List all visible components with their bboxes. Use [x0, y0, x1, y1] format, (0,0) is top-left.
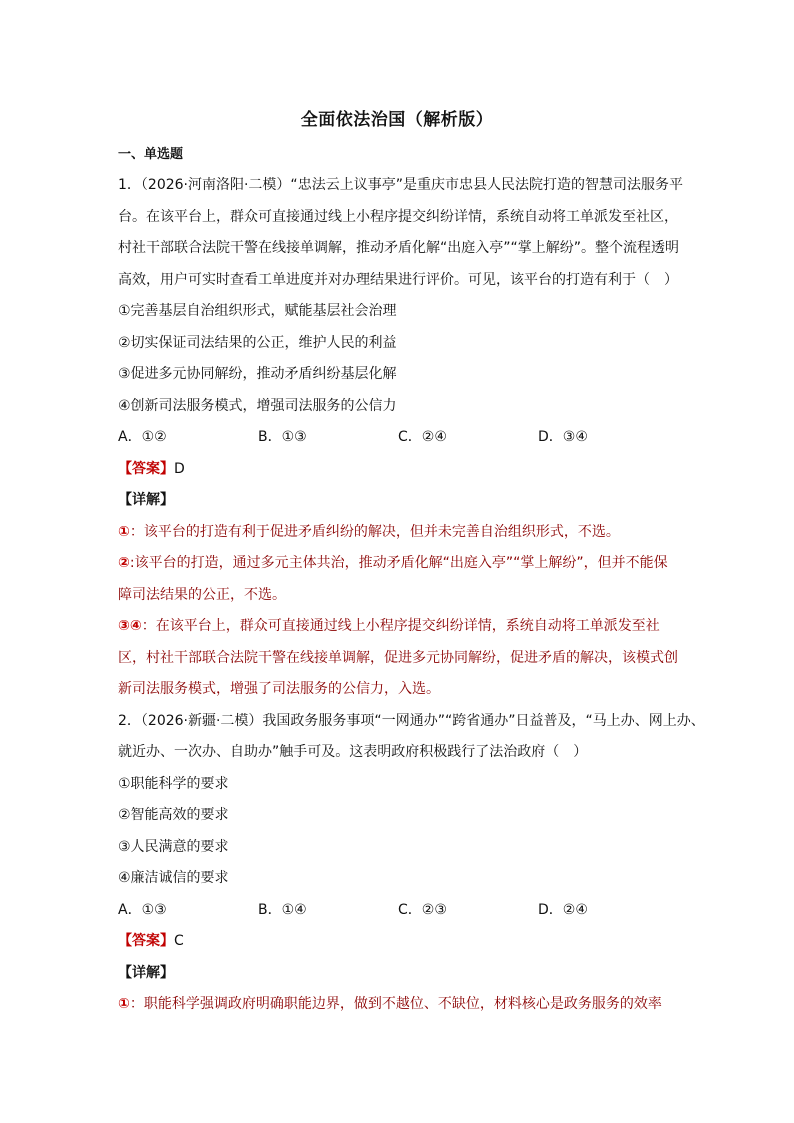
analysis-item: [118, 989, 678, 1021]
analysis-tag: ①: [118, 996, 130, 1012]
answer-options: [118, 895, 678, 927]
option-b: B．①④: [258, 901, 307, 918]
detail-label: 【详解】: [118, 964, 174, 981]
section-heading: 一、单选题: [118, 147, 184, 162]
analysis-text: ：在该平台上，群众可直接通过线上小程序提交纠纷详情，系统自动将工单派发至社: [141, 618, 660, 634]
answer-label: 【答案】: [118, 460, 174, 477]
answer-value: C: [174, 933, 184, 949]
option-d: D．②④: [538, 901, 588, 918]
option-d: D．③④: [538, 429, 588, 445]
analysis-text: :该平台的打造，通过多元主体共治，推动矛盾化解“出庭入亭”“掌上解纷”，但并不能保: [129, 555, 668, 571]
statement-item: ②切实保证司法结果的公正，维护人民的利益: [118, 334, 397, 351]
option-c: C．②④: [398, 429, 447, 445]
answer-options: [118, 422, 678, 454]
statement-item: ③人民满意的要求: [118, 838, 229, 855]
option-b: B．①③: [258, 429, 307, 445]
statement-item: ④创新司法服务模式，增强司法服务的公信力: [118, 397, 397, 414]
question-stem-line: 台。在该平台上，群众可直接通过线上小程序提交纠纷详情，系统自动将工单派发至社区，: [118, 208, 678, 225]
analysis-item: [118, 517, 678, 549]
option-a: A．①③: [118, 901, 167, 918]
statement-item: ④廉洁诚信的要求: [118, 870, 229, 886]
option-c: C．②③: [398, 901, 447, 918]
document-title: 全面依法治国（解析版）: [300, 110, 494, 130]
question-stem-line: 1．（2026·河南洛阳·二模）“忠法云上议事亭”是重庆市忠县人民法院打造的智慧司法服务平: [118, 177, 683, 193]
analysis-text: 障司法结果的公正，不选。: [118, 586, 286, 603]
analysis-tag: ①: [118, 523, 130, 540]
analysis-text: ：职能科学强调政府明确职能边界，做到不越位、不缺位，材料核心是政务服务的效率: [129, 996, 662, 1012]
analysis-item: [118, 548, 678, 580]
detail-label: 【详解】: [118, 492, 174, 508]
statement-item: ①完善基层自治组织形式，赋能基层社会治理: [118, 303, 397, 319]
question-2: [118, 706, 705, 1021]
question-stem-line: 村社干部联合法院干警在线接单调解，推动矛盾化解“出庭入亭”“掌上解纷”。整个流程透明: [118, 240, 680, 256]
statement-item: ②智能高效的要求: [118, 807, 229, 823]
analysis-text: ：该平台的打造有利于促进矛盾纠纷的解决，但并未完善自治组织形式，不选。: [129, 523, 620, 540]
option-a: A．①②: [118, 429, 167, 445]
answer-row: [118, 926, 678, 958]
analysis-text: 区，村社干部联合法院干警在线接单调解，促进多元协同解纷，促进矛盾的解决，该模式创: [118, 649, 678, 666]
answer-row: [118, 454, 678, 486]
statement-item: ①职能科学的要求: [118, 775, 229, 792]
question-1: [118, 170, 683, 706]
analysis-tag: ③④: [118, 618, 142, 634]
answer-label: 【答案】: [118, 933, 174, 949]
document-content: [118, 144, 705, 1021]
statement-item: ③促进多元协同解纷，推动矛盾纠纷基层化解: [118, 366, 397, 382]
analysis-item: [118, 611, 678, 643]
answer-value: D: [174, 460, 185, 477]
analysis-text: 新司法服务模式，增强了司法服务的公信力，入选。: [118, 681, 440, 697]
question-stem-line: 高效，用户可实时查看工单进度并对办理结果进行评价。可见，该平台的打造有利于（ ）: [118, 271, 678, 288]
question-stem-line: 就近办、一次办、自助办”触手可及。这表明政府积极践行了法治政府（ ）: [118, 744, 588, 760]
analysis-tag: ②: [118, 555, 130, 571]
question-stem-line: 2．（2026·新疆·二模）我国政务服务事项“一网通办”“跨省通办”日益普及，“马上办、网上办、: [118, 712, 705, 729]
